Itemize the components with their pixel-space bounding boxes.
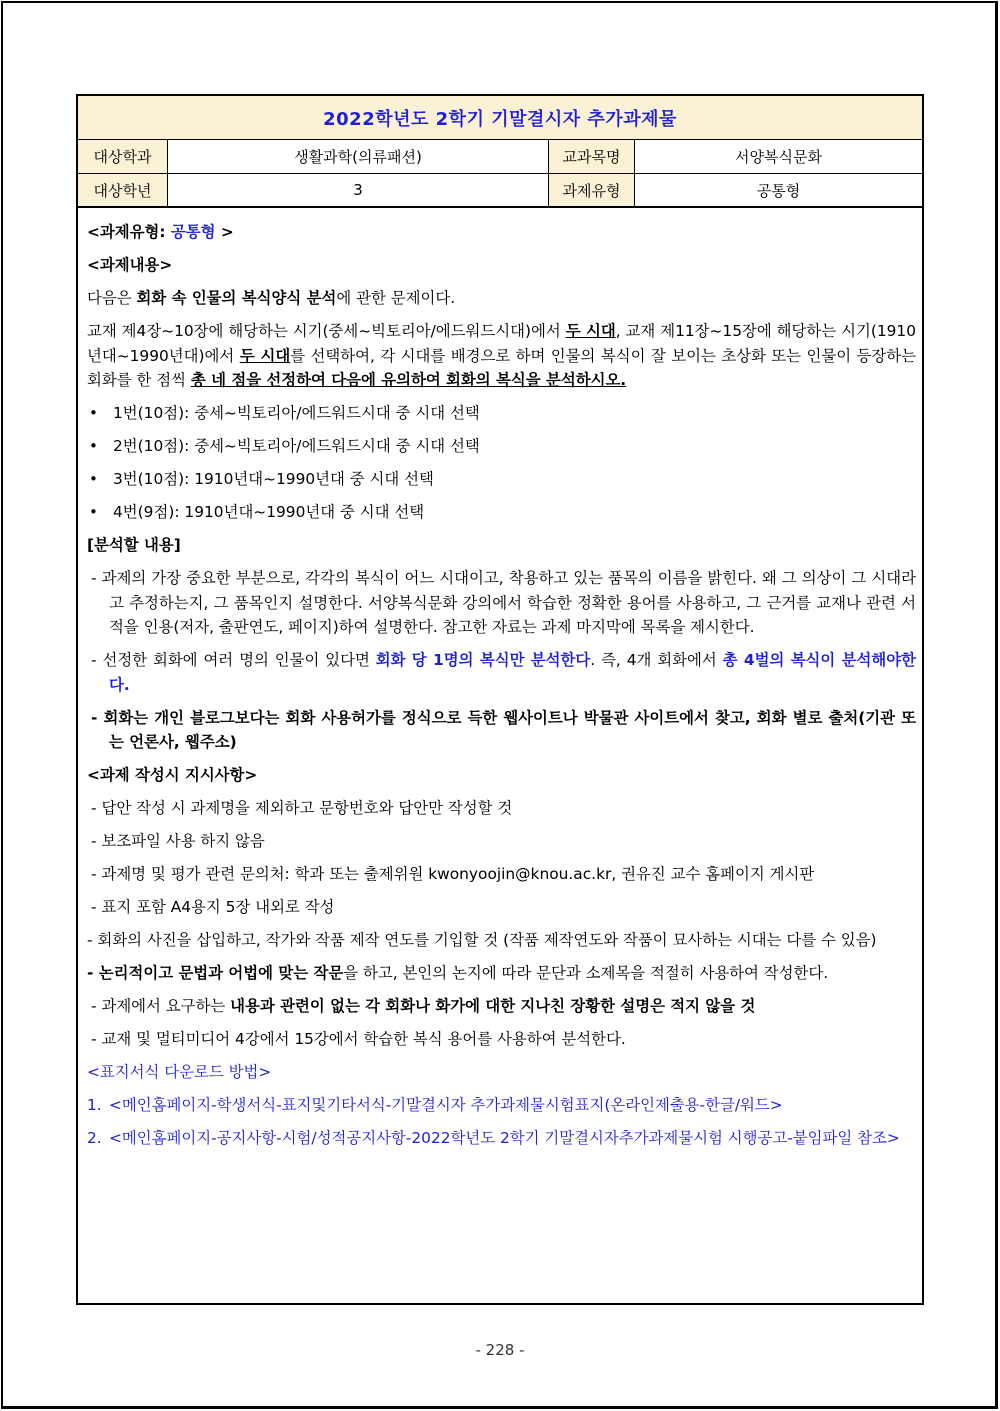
document-title: 2022학년도 2학기 기말결시자 추가과제물 <box>78 96 922 140</box>
writing-item-4: - 표지 포함 A4용지 5장 내외로 작성 <box>91 898 335 916</box>
instruction-bold-3: 총 네 점을 선정하여 다음에 유의하여 회화의 복식을 분석하시오. <box>190 371 627 389</box>
course-label: 교과목명 <box>549 140 635 173</box>
type-line-suffix: > <box>215 223 234 241</box>
writing-item-5: - 회화의 사진을 삽입하고, 작가와 작품 제작 연도를 기입할 것 (작품 제작연도와 작품이 묘사하는 시대는 다를 수 있음) <box>87 931 877 949</box>
analysis-item-1: - 과제의 가장 중요한 부분으로, 각각의 복식이 어느 시대이고, 착용하고 있는 품목의 이름을 밝힌다. 왜 그 의상이 그 시대라고 추정하는지, 그 품목인지 설명한다. 서양복식문화 강의에서 학습한 정확한 용어를 사용하고, 그 근거를 교재나 관련 서적을 인용(저자, 출판연도, 페이지)하여 설명한다. 참고한 자료는 과제 마지막에 목록을 제시한다. <box>91 569 916 636</box>
writing-6-text: 을 하고, 본인의 논지에 따라 문단과 소제목을 적절히 사용하여 작성한다. <box>343 964 829 982</box>
intro-bold: 회화 속 인물의 복식양식 분석 <box>136 289 337 307</box>
grade-label: 대상학년 <box>78 174 168 206</box>
list-item: • 3번(10점): 1910년대~1990년대 중 시대 선택 <box>87 467 916 492</box>
intro-text-1: 다음은 <box>87 289 137 307</box>
info-row-department <box>78 140 922 174</box>
grade-value: 3 <box>168 174 549 206</box>
list-item: • 1번(10점): 중세~빅토리아/에드워드시대 중 시대 선택 <box>87 401 916 426</box>
intro-text-2: 에 관한 문제이다. <box>336 289 456 307</box>
list-item: • 4번(9점): 1910년대~1990년대 중 시대 선택 <box>87 500 916 525</box>
instruction-paragraph <box>87 319 916 393</box>
analysis-2-bold-1: 회화 당 1명의 복식만 분석한다 <box>375 651 591 669</box>
writing-item-6 <box>87 961 916 986</box>
analysis-item-2 <box>87 648 916 697</box>
analysis-heading: [분석할 내용] <box>87 536 181 554</box>
instruction-bold-2: 두 시대 <box>239 346 291 365</box>
course-value: 서양복식문화 <box>735 148 822 166</box>
download-item-text[interactable]: <메인홈페이지-학생서식-표지및기타서식-기말결시자 추가과제물시험표지(온라인제출용-한글/워드> <box>109 1096 783 1114</box>
download-item-number: 2. <box>87 1129 102 1147</box>
assignment-type-value: 공통형 <box>756 181 801 200</box>
download-item-number: 1. <box>87 1096 102 1114</box>
writing-item-8: - 교재 및 멀티미디어 4강에서 15강에서 학습한 복식 용어를 사용하여 분석한다. <box>91 1030 626 1048</box>
assignment-sheet <box>76 94 924 1305</box>
writing-item-3: - 과제명 및 평가 관련 문의처: 학과 또는 출제위원 kwonyoojin@knou.ac.kr, 권유진 교수 홈페이지 게시판 <box>91 865 815 883</box>
analysis-2-text-2: . 즉, 4개 회화에서 <box>590 651 723 669</box>
type-line <box>87 220 916 245</box>
writing-item-1: - 답안 작성 시 과제명을 제외하고 문항번호와 답안만 작성할 것 <box>91 799 513 817</box>
department-label: 대상학과 <box>78 140 168 173</box>
download-item-1[interactable] <box>87 1093 916 1118</box>
department-value: 생활과학(의류패션) <box>168 140 549 173</box>
assignment-body <box>78 208 922 1151</box>
analysis-2-text-1: - 선정한 회화에 여러 명의 인물이 있다면 <box>91 651 376 669</box>
list-item: • 2번(10점): 중세~빅토리아/에드워드시대 중 시대 선택 <box>87 434 916 459</box>
content-heading: <과제내용> <box>87 256 173 274</box>
assignment-type-label: 과제유형 <box>549 174 635 206</box>
writing-item-7 <box>87 994 916 1019</box>
download-item-text[interactable]: <메인홈페이지-공지사항-시험/성적공지사항-2022학년도 2학기 기말결시자추가과제물시험 시행공고-붙임파일 참조> <box>109 1129 900 1147</box>
writing-item-2: - 보조파일 사용 하지 않음 <box>91 832 265 850</box>
analysis-item-3: - 회화는 개인 블로그보다는 회화 사용허가를 정식으로 득한 웹사이트나 박물관 사이트에서 찾고, 회화 별로 출처(기관 또는 언론사, 웹주소) <box>91 708 916 751</box>
download-item-2[interactable] <box>87 1126 916 1151</box>
analysis-2-bold-2: 총 4벌의 복식이 분석해야한다. <box>109 651 916 694</box>
writing-7-text: - 과제에서 요구하는 <box>91 997 231 1015</box>
instruction-bold-1: 두 시대 <box>565 322 616 340</box>
download-heading: <표지서식 다운로드 방법> <box>87 1063 272 1081</box>
intro-paragraph <box>87 286 916 311</box>
instruction-text-2: , 교재 제11장~15장에 해당하는 시기(1910년대~1990년대)에서 <box>87 322 917 365</box>
writing-7-bold: 내용과 관련이 없는 각 회화나 화가에 대한 지나친 장황한 설명은 적지 않을 것 <box>230 997 756 1015</box>
instruction-text-3: 를 선택하여, 각 시대를 배경으로 하며 인물의 복식이 잘 보이는 초상화 또는 인물이 등장하는 회화를 한 점씩 <box>87 346 916 389</box>
writing-6-bold: - 논리적이고 문법과 어법에 맞는 작문 <box>87 964 344 982</box>
writing-heading: <과제 작성시 지시사항> <box>87 766 258 784</box>
info-row-grade <box>78 174 922 208</box>
type-line-prefix: <과제유형: <box>87 223 171 241</box>
page-number: - 228 - <box>475 1341 525 1359</box>
instruction-text-1: 교재 제4장~10장에 해당하는 시기(중세~빅토리아/에드워드시대)에서 <box>87 322 566 340</box>
type-line-value: 공통형 <box>170 223 216 241</box>
